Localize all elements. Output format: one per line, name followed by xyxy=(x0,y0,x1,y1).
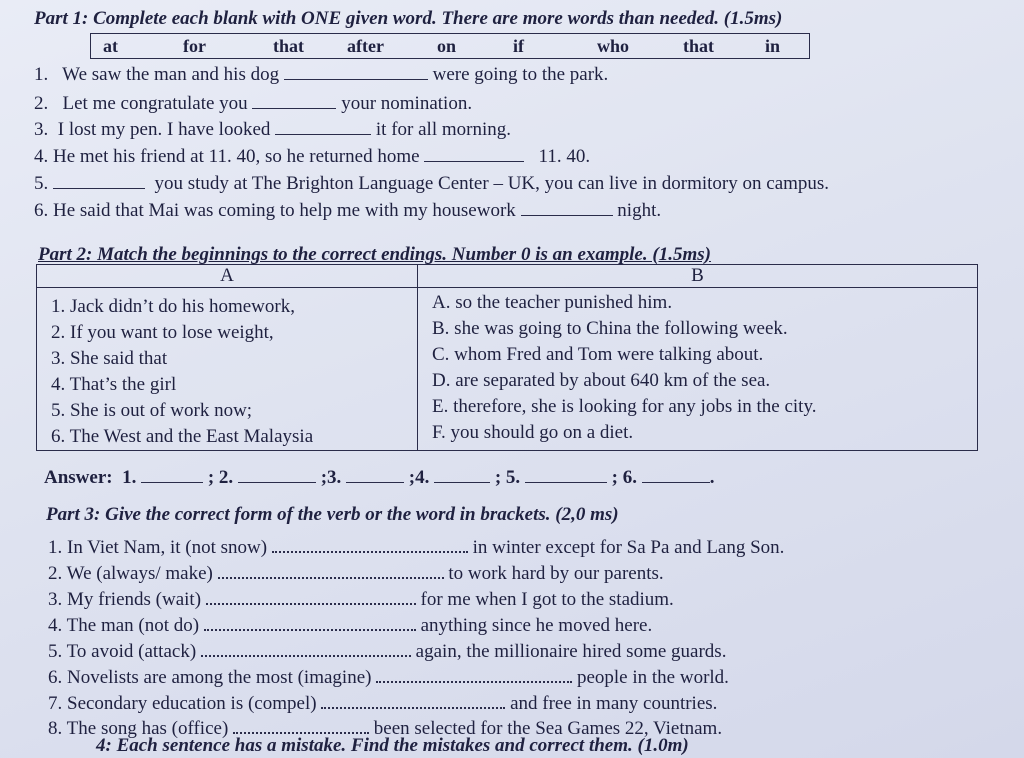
ending-item: C. whom Fred and Tom were talking about. xyxy=(432,344,764,365)
part1-heading: Part 1: Complete each blank with ONE given word. There are more words than needed. (1.5ms) xyxy=(34,8,783,29)
beginning-item: 1. Jack didn’t do his homework, xyxy=(51,296,295,317)
word-bank-item: if xyxy=(513,36,524,56)
item-text: people in the world. xyxy=(576,667,729,688)
item-text: for me when I got to the stadium. xyxy=(420,589,674,610)
word-bank-item: that xyxy=(683,36,714,56)
column-b-cell xyxy=(418,288,978,451)
item-text: He said that Mai was coming to help me with my housework xyxy=(53,200,516,221)
item-text: been selected for the Sea Games 22, Vietnam. xyxy=(373,718,723,739)
item-text: Let me congratulate you xyxy=(62,93,248,114)
word-bank-item: in xyxy=(765,36,781,56)
item-number: 5. xyxy=(34,173,49,194)
item-number: 4. xyxy=(34,146,49,167)
answer-slot-label: ; 5. xyxy=(494,467,521,488)
answer-line xyxy=(44,466,715,489)
answer-label: Answer: xyxy=(44,467,113,488)
answer-blank[interactable] xyxy=(434,466,490,483)
item-text: night. xyxy=(617,200,662,221)
ending-item: A. so the teacher punished him. xyxy=(432,292,673,313)
ending-item: B. she was going to China the following week. xyxy=(432,318,788,339)
item-number: 6. xyxy=(34,200,49,221)
answer-end: . xyxy=(709,467,715,488)
word-bank-item: that xyxy=(273,36,304,56)
item-text: 3. My friends (wait) xyxy=(48,589,202,610)
answer-dots[interactable] xyxy=(201,639,411,657)
part1-item-1 xyxy=(34,63,608,86)
answer-blank[interactable] xyxy=(238,466,316,483)
answer-slot-label: ; 2. xyxy=(207,467,234,488)
item-text: 5. To avoid (attack) xyxy=(48,641,197,662)
part3-heading: Part 3: Give the correct form of the verb or the word in brackets. (2,0 ms) xyxy=(46,504,619,525)
part1-item-6 xyxy=(34,199,661,222)
item-text: 6. Novelists are among the most (imagine) xyxy=(48,667,372,688)
word-bank-item: after xyxy=(347,36,384,56)
answer-blank[interactable] xyxy=(346,466,404,483)
item-text: and free in many countries. xyxy=(510,693,718,714)
answer-slot-label: ;3. xyxy=(320,467,342,488)
part3-item-6 xyxy=(48,665,729,689)
word-bank-item: at xyxy=(103,36,118,56)
item-text: We saw the man and his dog xyxy=(62,64,280,85)
part1-item-3 xyxy=(34,118,511,141)
answer-dots[interactable] xyxy=(233,716,369,734)
answer-blank[interactable] xyxy=(525,466,607,483)
answer-blank[interactable] xyxy=(521,199,613,216)
item-text: 8. The song has (office) xyxy=(48,718,229,739)
part3-item-2 xyxy=(48,561,664,585)
matching-table xyxy=(36,264,978,451)
item-text: He met his friend at 11. 40, so he returned home xyxy=(53,146,420,167)
beginning-item: 3. She said that xyxy=(51,348,168,369)
column-a-cell xyxy=(37,288,418,451)
word-bank-item: who xyxy=(597,36,630,56)
word-bank-item: on xyxy=(437,36,457,56)
item-text: anything since he moved here. xyxy=(420,615,653,636)
answer-blank[interactable] xyxy=(424,145,524,162)
word-bank-box xyxy=(90,33,810,59)
item-text: it for all morning. xyxy=(375,119,511,140)
item-text: your nomination. xyxy=(341,93,473,114)
part3-item-3 xyxy=(48,587,674,611)
item-text: to work hard by our parents. xyxy=(448,563,664,584)
answer-slot-label: ; 6. xyxy=(611,467,637,488)
ending-item: E. therefore, she is looking for any jobs in the city. xyxy=(432,396,817,417)
beginning-item: 6. The West and the East Malaysia xyxy=(51,426,314,447)
item-text: 2. We (always/ make) xyxy=(48,563,213,584)
part3-item-1 xyxy=(48,535,784,559)
item-text: 11. 40. xyxy=(538,146,591,167)
answer-blank[interactable] xyxy=(53,172,145,189)
item-text: in winter except for Sa Pa and Lang Son. xyxy=(472,537,785,558)
answer-slot-label: 1. xyxy=(122,467,137,488)
answer-dots[interactable] xyxy=(206,587,416,605)
beginning-item: 5. She is out of work now; xyxy=(51,400,253,421)
item-text: you study at The Brighton Language Center – UK, you can live in dormitory on campus. xyxy=(154,173,830,194)
word-bank-item: for xyxy=(183,36,206,56)
answer-blank[interactable] xyxy=(642,466,710,483)
item-text: 1. In Viet Nam, it (not snow) xyxy=(48,537,268,558)
part2-heading: Part 2: Match the beginnings to the correct endings. Number 0 is an example. (1.5ms) xyxy=(38,244,711,265)
beginning-item: 2. If you want to lose weight, xyxy=(51,322,274,343)
part1-item-4 xyxy=(34,145,590,168)
item-number: 1. xyxy=(34,64,49,85)
ending-item: D. are separated by about 640 km of the sea. xyxy=(432,370,771,391)
answer-dots[interactable] xyxy=(272,535,468,553)
column-a-header: A xyxy=(37,265,418,288)
answer-dots[interactable] xyxy=(376,665,572,683)
answer-dots[interactable] xyxy=(218,561,444,579)
beginning-item: 4. That’s the girl xyxy=(51,374,177,395)
answer-blank[interactable] xyxy=(284,63,428,80)
part1-item-2 xyxy=(34,92,472,115)
item-text: 4. The man (not do) xyxy=(48,615,200,636)
answer-slot-label: ;4. xyxy=(408,467,430,488)
item-number: 2. xyxy=(34,93,49,114)
item-text: I lost my pen. I have looked xyxy=(57,119,271,140)
part3-item-5 xyxy=(48,639,726,663)
item-number: 3. xyxy=(34,119,49,140)
answer-dots[interactable] xyxy=(321,691,505,709)
answer-blank[interactable] xyxy=(275,118,371,135)
part3-item-7 xyxy=(48,691,717,715)
answer-dots[interactable] xyxy=(204,613,416,631)
item-text: again, the millionaire hired some guards. xyxy=(415,641,727,662)
part1-item-5 xyxy=(34,172,829,195)
part3-item-4 xyxy=(48,613,652,637)
answer-blank[interactable] xyxy=(141,466,203,483)
ending-item: F. you should go on a diet. xyxy=(432,422,634,443)
column-b-header: B xyxy=(418,265,978,288)
item-text: 7. Secondary education is (compel) xyxy=(48,693,317,714)
answer-blank[interactable] xyxy=(252,92,336,109)
item-text: were going to the park. xyxy=(432,64,609,85)
part4-heading: 4: Each sentence has a mistake. Find the mistakes and correct them. (1.0m) xyxy=(96,735,689,756)
